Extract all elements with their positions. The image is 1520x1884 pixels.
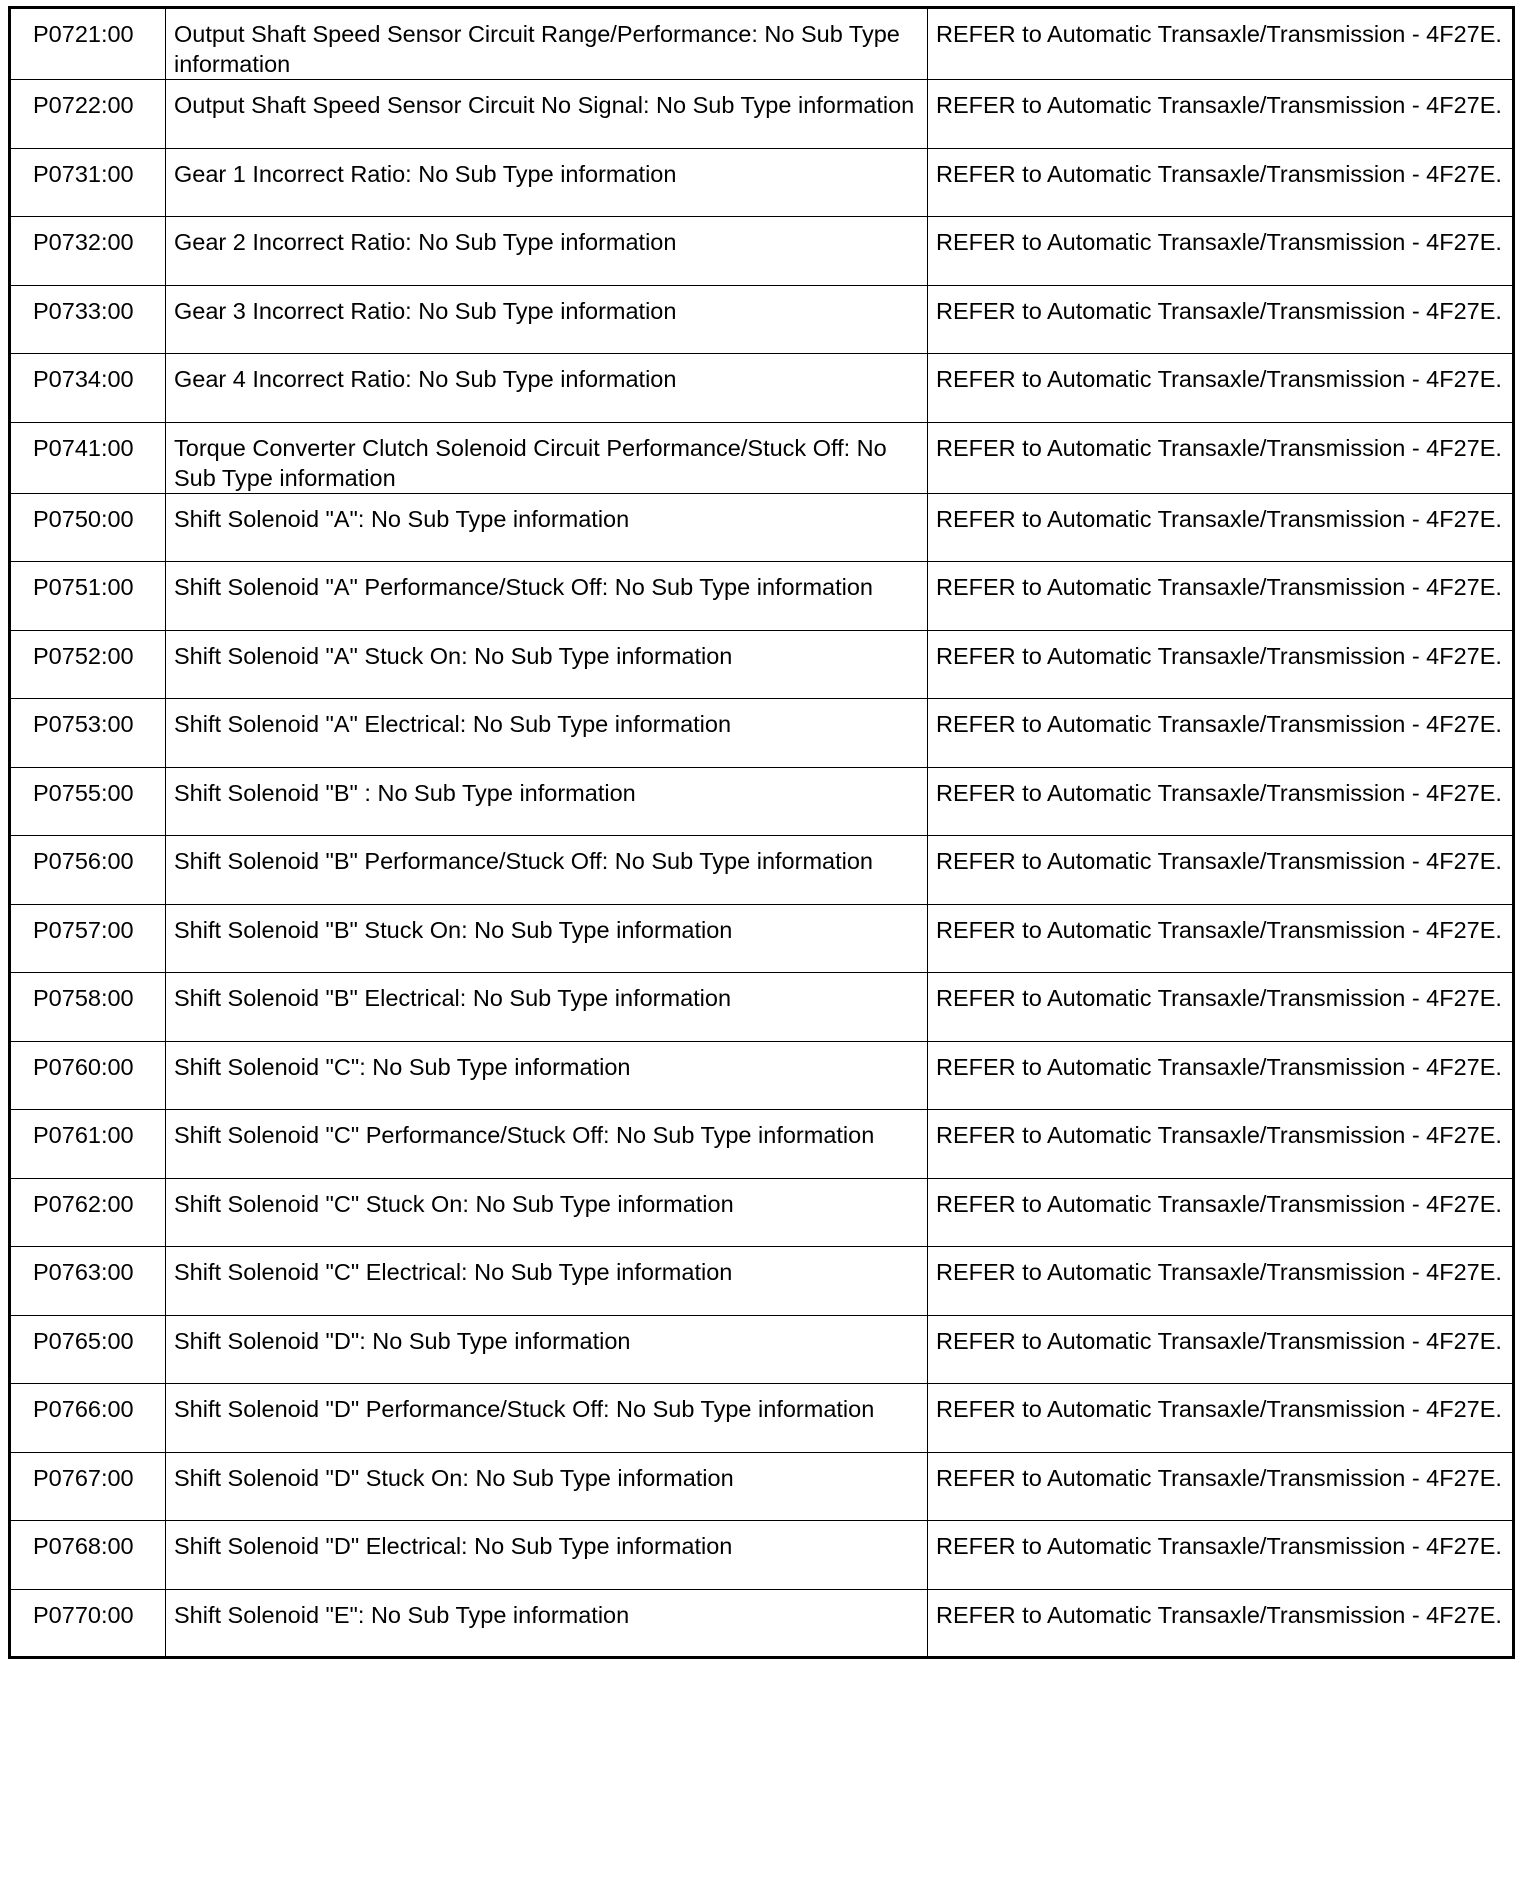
table-row	[10, 699, 1514, 768]
dtc-code-cell: P0731:00	[10, 148, 166, 217]
dtc-description-cell: Shift Solenoid "B" Performance/Stuck Off: No Sub Type information	[166, 836, 928, 905]
dtc-action-cell: REFER to Automatic Transaxle/Transmission - 4F27E.	[928, 562, 1514, 631]
dtc-action-cell: REFER to Automatic Transaxle/Transmission - 4F27E.	[928, 1589, 1514, 1658]
dtc-description-cell: Shift Solenoid "A" Stuck On: No Sub Type information	[166, 630, 928, 699]
table-row	[10, 1041, 1514, 1110]
dtc-code-cell: P0732:00	[10, 217, 166, 286]
dtc-description-cell: Shift Solenoid "A" Performance/Stuck Off: No Sub Type information	[166, 562, 928, 631]
table-row	[10, 1384, 1514, 1453]
table-row	[10, 836, 1514, 905]
dtc-action-cell: REFER to Automatic Transaxle/Transmission - 4F27E.	[928, 1178, 1514, 1247]
dtc-code-cell: P0765:00	[10, 1315, 166, 1384]
dtc-code-cell: P0750:00	[10, 493, 166, 562]
dtc-description-cell: Output Shaft Speed Sensor Circuit Range/Performance: No Sub Type information	[166, 8, 928, 80]
dtc-description-cell: Shift Solenoid "D": No Sub Type information	[166, 1315, 928, 1384]
dtc-action-cell: REFER to Automatic Transaxle/Transmission - 4F27E.	[928, 493, 1514, 562]
dtc-description-cell: Shift Solenoid "E": No Sub Type information	[166, 1589, 928, 1658]
dtc-action-cell: REFER to Automatic Transaxle/Transmission - 4F27E.	[928, 1247, 1514, 1316]
dtc-action-cell: REFER to Automatic Transaxle/Transmission - 4F27E.	[928, 630, 1514, 699]
dtc-code-cell: P0751:00	[10, 562, 166, 631]
table-row	[10, 562, 1514, 631]
dtc-code-cell: P0734:00	[10, 354, 166, 423]
table-row	[10, 1247, 1514, 1316]
dtc-action-cell: REFER to Automatic Transaxle/Transmission - 4F27E.	[928, 1041, 1514, 1110]
dtc-code-cell: P0756:00	[10, 836, 166, 905]
dtc-action-cell: REFER to Automatic Transaxle/Transmission - 4F27E.	[928, 904, 1514, 973]
dtc-code-cell: P0760:00	[10, 1041, 166, 1110]
dtc-description-cell: Gear 3 Incorrect Ratio: No Sub Type information	[166, 285, 928, 354]
dtc-description-cell: Shift Solenoid "C" Performance/Stuck Off: No Sub Type information	[166, 1110, 928, 1179]
dtc-code-cell: P0733:00	[10, 285, 166, 354]
table-row	[10, 1589, 1514, 1658]
dtc-code-cell: P0722:00	[10, 80, 166, 149]
dtc-code-cell: P0755:00	[10, 767, 166, 836]
dtc-description-cell: Output Shaft Speed Sensor Circuit No Signal: No Sub Type information	[166, 80, 928, 149]
dtc-code-cell: P0721:00	[10, 8, 166, 80]
table-row	[10, 217, 1514, 286]
dtc-code-cell: P0752:00	[10, 630, 166, 699]
table-row	[10, 285, 1514, 354]
dtc-action-cell: REFER to Automatic Transaxle/Transmission - 4F27E.	[928, 217, 1514, 286]
dtc-code-cell: P0763:00	[10, 1247, 166, 1316]
dtc-description-cell: Shift Solenoid "D" Stuck On: No Sub Type information	[166, 1452, 928, 1521]
dtc-action-cell: REFER to Automatic Transaxle/Transmission - 4F27E.	[928, 422, 1514, 493]
dtc-action-cell: REFER to Automatic Transaxle/Transmission - 4F27E.	[928, 1452, 1514, 1521]
dtc-description-cell: Shift Solenoid "D" Performance/Stuck Off: No Sub Type information	[166, 1384, 928, 1453]
table-row	[10, 1452, 1514, 1521]
dtc-action-cell: REFER to Automatic Transaxle/Transmission - 4F27E.	[928, 148, 1514, 217]
dtc-code-cell: P0762:00	[10, 1178, 166, 1247]
dtc-code-cell: P0741:00	[10, 422, 166, 493]
dtc-description-cell: Shift Solenoid "C" Electrical: No Sub Type information	[166, 1247, 928, 1316]
dtc-action-cell: REFER to Automatic Transaxle/Transmission - 4F27E.	[928, 80, 1514, 149]
dtc-description-cell: Shift Solenoid "A": No Sub Type information	[166, 493, 928, 562]
dtc-code-cell: P0753:00	[10, 699, 166, 768]
dtc-action-cell: REFER to Automatic Transaxle/Transmission - 4F27E.	[928, 354, 1514, 423]
dtc-code-cell: P0758:00	[10, 973, 166, 1042]
dtc-action-cell: REFER to Automatic Transaxle/Transmission - 4F27E.	[928, 1384, 1514, 1453]
dtc-description-cell: Shift Solenoid "A" Electrical: No Sub Type information	[166, 699, 928, 768]
dtc-description-cell: Shift Solenoid "B" Stuck On: No Sub Type information	[166, 904, 928, 973]
table-row	[10, 1110, 1514, 1179]
table-row	[10, 354, 1514, 423]
dtc-action-cell: REFER to Automatic Transaxle/Transmission - 4F27E.	[928, 836, 1514, 905]
dtc-code-cell: P0768:00	[10, 1521, 166, 1590]
dtc-table	[8, 6, 1515, 1659]
dtc-description-cell: Shift Solenoid "B" Electrical: No Sub Type information	[166, 973, 928, 1042]
dtc-code-cell: P0770:00	[10, 1589, 166, 1658]
dtc-description-cell: Shift Solenoid "D" Electrical: No Sub Type information	[166, 1521, 928, 1590]
dtc-action-cell: REFER to Automatic Transaxle/Transmission - 4F27E.	[928, 1521, 1514, 1590]
dtc-description-cell: Gear 2 Incorrect Ratio: No Sub Type information	[166, 217, 928, 286]
dtc-description-cell: Shift Solenoid "C": No Sub Type information	[166, 1041, 928, 1110]
dtc-action-cell: REFER to Automatic Transaxle/Transmission - 4F27E.	[928, 699, 1514, 768]
table-row	[10, 630, 1514, 699]
dtc-action-cell: REFER to Automatic Transaxle/Transmission - 4F27E.	[928, 1315, 1514, 1384]
dtc-code-cell: P0761:00	[10, 1110, 166, 1179]
dtc-action-cell: REFER to Automatic Transaxle/Transmission - 4F27E.	[928, 1110, 1514, 1179]
dtc-code-cell: P0757:00	[10, 904, 166, 973]
table-row	[10, 493, 1514, 562]
table-row	[10, 973, 1514, 1042]
dtc-code-cell: P0766:00	[10, 1384, 166, 1453]
table-row	[10, 904, 1514, 973]
table-row	[10, 1521, 1514, 1590]
dtc-description-cell: Shift Solenoid "C" Stuck On: No Sub Type information	[166, 1178, 928, 1247]
dtc-code-cell: P0767:00	[10, 1452, 166, 1521]
table-row	[10, 8, 1514, 80]
dtc-action-cell: REFER to Automatic Transaxle/Transmission - 4F27E.	[928, 8, 1514, 80]
dtc-action-cell: REFER to Automatic Transaxle/Transmission - 4F27E.	[928, 767, 1514, 836]
dtc-action-cell: REFER to Automatic Transaxle/Transmission - 4F27E.	[928, 973, 1514, 1042]
dtc-description-cell: Torque Converter Clutch Solenoid Circuit Performance/Stuck Off: No Sub Type information	[166, 422, 928, 493]
table-row	[10, 1178, 1514, 1247]
table-row	[10, 422, 1514, 493]
dtc-description-cell: Gear 1 Incorrect Ratio: No Sub Type information	[166, 148, 928, 217]
table-row	[10, 767, 1514, 836]
dtc-table-body	[10, 8, 1514, 1658]
dtc-description-cell: Shift Solenoid "B" : No Sub Type information	[166, 767, 928, 836]
table-row	[10, 1315, 1514, 1384]
table-row	[10, 148, 1514, 217]
dtc-action-cell: REFER to Automatic Transaxle/Transmission - 4F27E.	[928, 285, 1514, 354]
table-row	[10, 80, 1514, 149]
dtc-description-cell: Gear 4 Incorrect Ratio: No Sub Type information	[166, 354, 928, 423]
